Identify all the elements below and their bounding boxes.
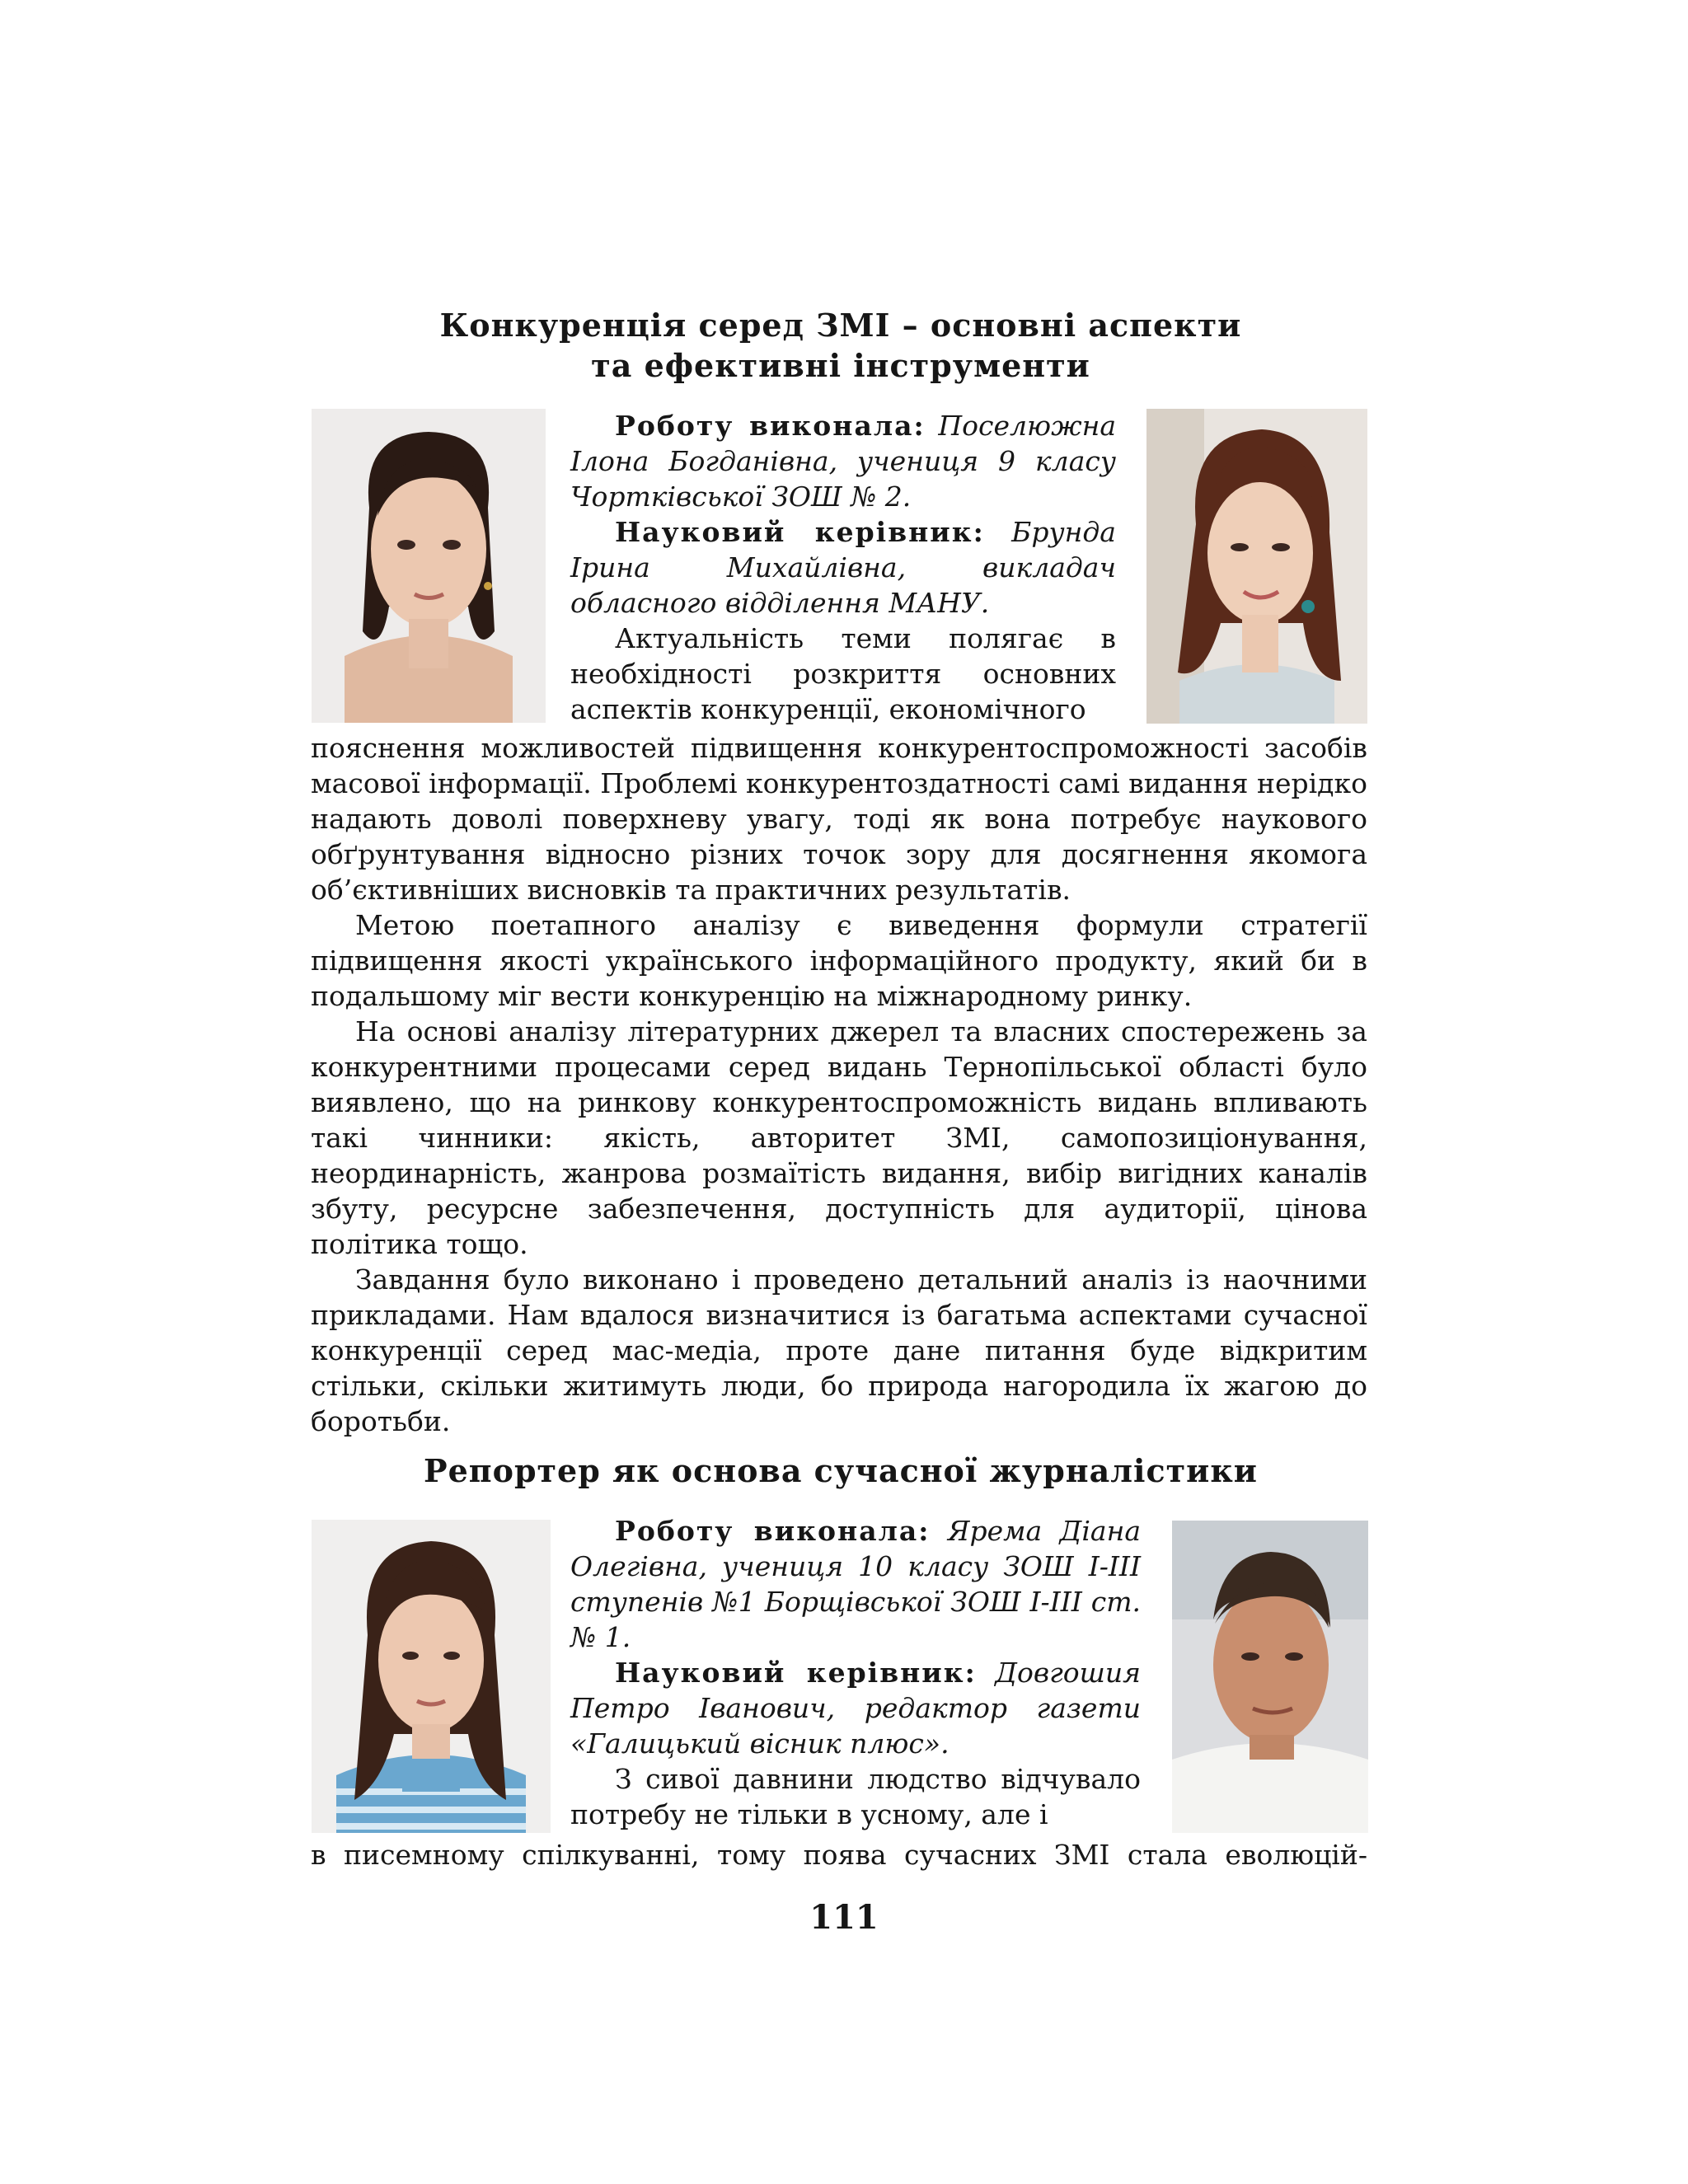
article1-title-line1: Конкуренція серед ЗМІ – основні аспекти [439, 307, 1242, 344]
article1-author [570, 408, 1116, 514]
supervisor-label: Науковий керівник: [615, 1657, 977, 1689]
article2-body [311, 1837, 1367, 1872]
author-text: Поселюжна Ілона Богданівна, учениця 9 класу Чортківської ЗОШ № 2. [570, 410, 1116, 513]
article1-title [280, 305, 1401, 386]
supervisor-text: Довгошия Петро Іванович, редактор газети «Галицький вісник плюс». [570, 1657, 1141, 1760]
article1-supervisor [570, 514, 1116, 621]
supervisor-photo-2 [1172, 1521, 1368, 1833]
author-label: Роботу виконала: [615, 410, 926, 442]
article2-intro: З сивої давнини людство відчувало потребу не тільки в усному, але і [570, 1763, 1141, 1830]
article1-body [311, 730, 1367, 1439]
student-photo-1 [312, 409, 546, 723]
author-label: Роботу виконала: [615, 1515, 931, 1547]
article1-title-line2: та ефективні інструменти [591, 347, 1090, 384]
article1-intro: Актуальність теми полягає в необхідності розкриття основних аспектів конкуренції, економічного [570, 622, 1116, 725]
article1-paragraph-1: пояснення можливостей підвищення конкурентоспроможності засобів масової інформації. Проблемі конкурентоздатності самі видання нерідко надають доволі поверхневу увагу, тоді як вона потребує наукового обґрунтування відносно різних точок зору для досягнення якомога об’єктивніших висновків та практичних результатів. [311, 732, 1367, 906]
article2-author [570, 1513, 1141, 1655]
article1-paragraph-2: Метою поетапного аналізу є виведення формули стратегії підвищення якості українського інформаційного продукту, який би в подальшому міг вести конкуренцію на міжнародному ринку. [311, 909, 1367, 1012]
author-text: Ярема Діана Олегівна, учениця 10 класу ЗОШ I-III ступенів №1 Борщівської ЗОШ I-III ст. № 1. [570, 1515, 1141, 1653]
student-photo-2 [312, 1520, 551, 1833]
article2-supervisor [570, 1655, 1141, 1761]
article2-paragraph-1: в писемному спілкуванні, тому поява сучасних ЗМІ стала еволюцій- [311, 1839, 1367, 1871]
supervisor-text: Брунда Ірина Михайлівна, викладач обласного відділення МАНУ. [570, 516, 1116, 619]
article1-paragraph-4: Завдання було виконано і проведено детальний аналіз із наочними прикладами. Нам вдалося визначитися із багатьма аспектами сучасної конкуренції серед мас-медіа, проте дане питання буде відкритим стільки, скільки житимуть люди, бо природа нагородила їх жагою до боротьби. [311, 1263, 1367, 1437]
article2-info [570, 1513, 1141, 1832]
supervisor-label: Науковий керівник: [615, 516, 985, 548]
article2-title: Репортер як основа сучасної журналістики [424, 1452, 1258, 1489]
page-number: 111 [809, 1898, 879, 1937]
article1-paragraph-3: На основі аналізу літературних джерел та власних спостережень за конкурентними процесами серед видань Тернопільської області було виявлено, що на ринкову конкурентоспроможність видань впливають такі чинники: якість, авторитет ЗМІ, самопозиціонування, неординарність, жанрова розмаїтість видання, вибір вигідних каналів збуту, ресурсне забезпечення, доступність для аудиторії, цінова політика тощо. [311, 1015, 1367, 1260]
article1-info [570, 408, 1116, 727]
supervisor-photo-1 [1146, 409, 1367, 724]
